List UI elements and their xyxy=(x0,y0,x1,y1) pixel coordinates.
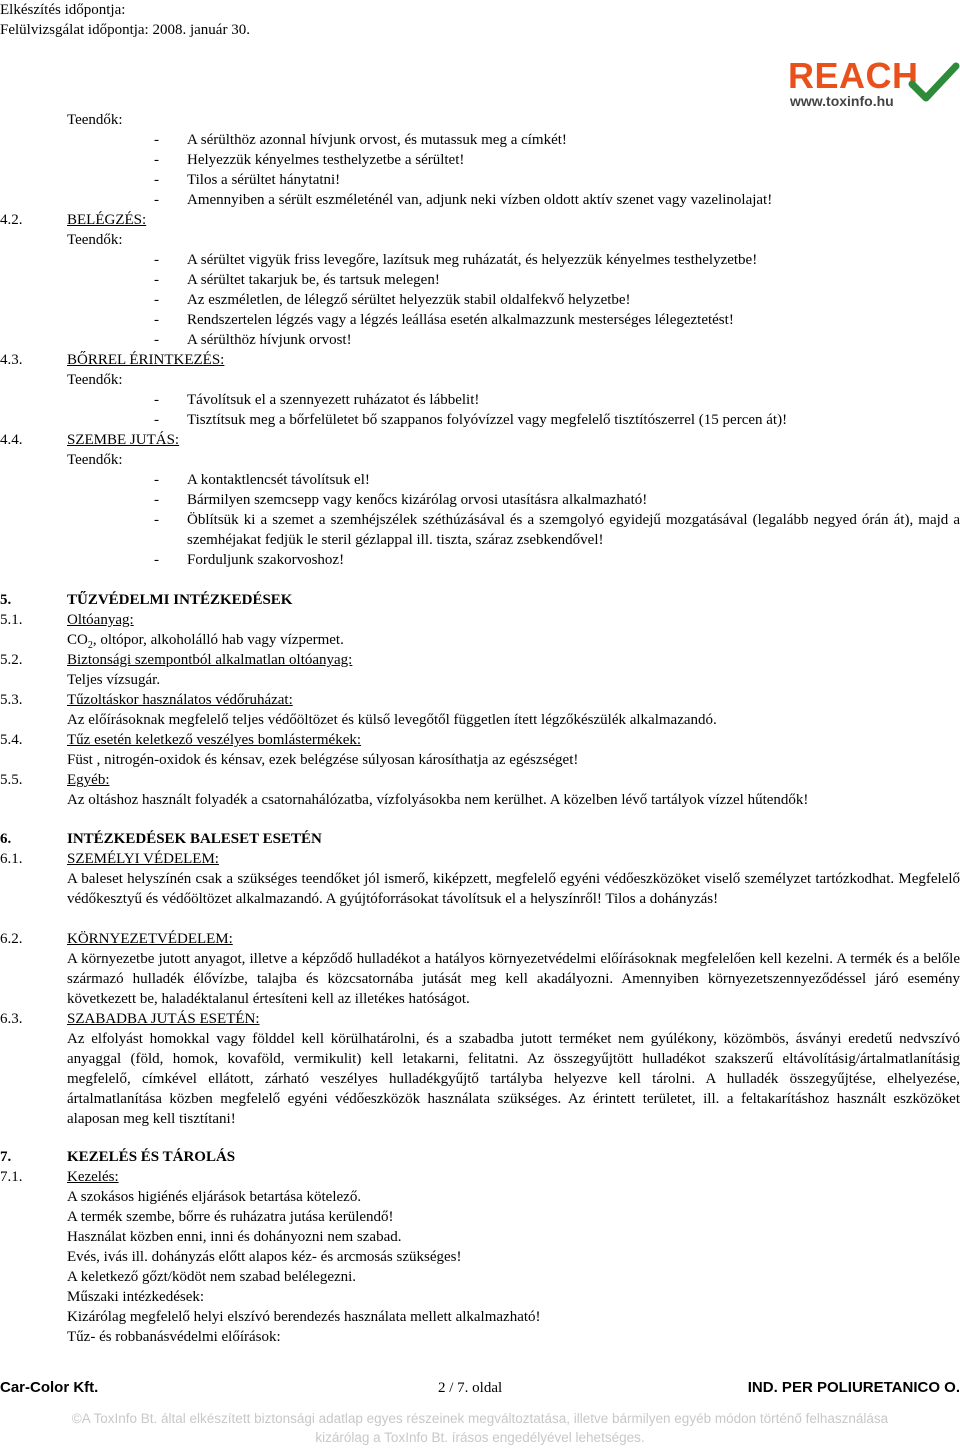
section-title: KÖRNYEZETVÉDELEM: xyxy=(67,931,233,947)
chapter-title: INTÉZKEDÉSEK BALESET ESETÉN xyxy=(67,831,322,847)
bullet-dash: - xyxy=(154,392,159,408)
section-number: 5.4. xyxy=(0,732,23,748)
section-number: 4.3. xyxy=(0,352,23,368)
section-number: 4.4. xyxy=(0,432,23,448)
checkmark-icon xyxy=(908,62,960,106)
section-title: Tűzoltáskor használatos védőruházat: xyxy=(67,692,293,708)
product-name: IND. PER POLIURETANICO O. xyxy=(747,1379,960,1396)
section-title: SZEMÉLYI VÉDELEM: xyxy=(67,851,219,867)
section-text: Teljes vízsugár. xyxy=(67,672,161,688)
section-text: A baleset helyszínén csak a szükséges teendőket jól ismerő, kiképzett, megfelelő egyéni védőeszközöket viselő személyzet tartózkodhat. Megfelelő védőkesztyű és védőöltözet alkalmazandó. A gyújtóforrásokat távolítsuk el a helyszínről! Tilos a dohányzás! xyxy=(67,871,960,907)
page-number: 2 / 7. oldal xyxy=(438,1380,503,1396)
section-text: Az oltáshoz használt folyadék a csatornahálózatba, vízfolyásokba nem kerülhet. A közelben lévő tartályok vízzel hűtendők! xyxy=(67,792,809,808)
section-title: Tűz esetén keletkező veszélyes bomlástermékek: xyxy=(67,732,362,748)
bullet-dash: - xyxy=(154,332,159,348)
section-title: Biztonsági szempontból alkalmatlan oltóanyag: xyxy=(67,652,353,668)
section-text: Füst , nitrogén-oxidok és kénsav, ezek belégzése súlyosan károsíthatja az egészséget! xyxy=(67,752,579,768)
reach-logo xyxy=(788,55,960,114)
list-item: A sérülthöz azonnal hívjunk orvost, és mutassuk meg a címkét! xyxy=(187,132,567,148)
handling-line: Evés, ivás ill. dohányzás előtt alapos kéz- és arcmosás szükséges! xyxy=(67,1249,462,1265)
chapter-number: 5. xyxy=(0,592,12,608)
logo-url: www.toxinfo.hu xyxy=(790,93,894,109)
handling-line: A termék szembe, bőrre és ruházatra jutása kerülendő! xyxy=(67,1209,394,1225)
todo-label: Teendők: xyxy=(67,372,123,388)
section-title: BELÉGZÉS: xyxy=(67,212,147,228)
section-number: 5.5. xyxy=(0,772,23,788)
page-footer xyxy=(0,1378,960,1400)
copyright-line: kizárólag a ToxInfo Bt. írásos engedélyével lehetséges. xyxy=(315,1430,645,1445)
bullet-dash: - xyxy=(154,292,159,308)
list-item: Tilos a sérültet hánytatni! xyxy=(187,172,341,188)
section-text: Az elfolyást homokkal vagy földdel kell körülhatárolni, és a szabadba jutott terméket nem gyúlékony, közömbös, ásványi eredetű nedvszívó anyaggal (föld, homok, kovaföld, vermikulit) kell letakarni, felitatni. Az összegyűjtött hulladékot szakszerű eltávolításig/ártalmatlanításig megfelelő, címkével ellátott, zárható veszélyes hulladékgyűjtő tartályba helyezve kell tárolni. A hulladék összegyűjtése, elhelyezése, ártalmatlanítása közben megfelelő egyéni védőeszközök használata szükséges. Az érintett területet, ill. a feltakarításhoz használt eszközöket alaposan meg kell tisztítani! xyxy=(67,1031,960,1127)
todo-label: Teendők: xyxy=(67,232,123,248)
section-title: Egyéb: xyxy=(67,772,110,788)
section-title: SZEMBE JUTÁS: xyxy=(67,432,180,448)
list-item: Forduljunk szakorvoshoz! xyxy=(187,552,345,568)
document-header xyxy=(0,0,250,40)
section-number: 6.1. xyxy=(0,851,23,867)
chapter-number: 6. xyxy=(0,831,12,847)
list-item: Tisztítsuk meg a bőrfelületet bő szappanos folyóvízzel vagy megfelelő tisztítószerrel (15 percen át)! xyxy=(187,412,788,428)
bullet-dash: - xyxy=(154,132,159,148)
handling-line: Műszaki intézkedések: xyxy=(67,1289,205,1305)
bullet-dash: - xyxy=(154,192,159,208)
section-number: 7.1. xyxy=(0,1169,23,1185)
section-number: 6.2. xyxy=(0,931,23,947)
list-item: A kontaktlencsét távolítsuk el! xyxy=(187,472,370,488)
section-text: $CO_2$, oltópor, alkoholálló hab vagy vízpermet. xyxy=(67,632,344,651)
handling-line: A keletkező gőzt/ködöt nem szabad belélegezni. xyxy=(67,1269,357,1285)
logo-brand-text: REACH xyxy=(788,55,919,96)
chapter-title: KEZELÉS ÉS TÁROLÁS xyxy=(67,1149,236,1165)
list-item: Bármilyen szemcsepp vagy kenőcs kizárólag orvosi utasításra alkalmazható! xyxy=(187,492,648,508)
company-name: Car-Color Kft. xyxy=(0,1379,99,1396)
section-text: Az előírásoknak megfelelő teljes védőöltözet és külső levegőtől független ített légzőkészülék alkalmazandó. xyxy=(67,712,717,728)
section-title: SZABADBA JUTÁS ESETÉN: xyxy=(67,1011,260,1027)
list-item: Rendszertelen légzés vagy a légzés leállása esetén alkalmazzunk mesterséges lélegeztetést! xyxy=(187,312,734,328)
section-number: 4.2. xyxy=(0,212,23,228)
handling-line: Kizárólag megfelelő helyi elszívó berendezés használata mellett alkalmazható! xyxy=(67,1309,541,1325)
section-title: BŐRREL ÉRINTKEZÉS: xyxy=(67,352,225,368)
section-text: A környezetbe jutott anyagot, illetve a képződő hulladékot a hatályos környezetvédelmi előírásoknak megfelelően kell kezelni. A termék és a belőle származó hulladék élővízbe, talajba és közcsatornába jutását meg kell akadályozni. Amennyiben környezetszennyeződéssel járó esemény következett be, haladéktalanul értesíteni kell az illetékes hatóságot. xyxy=(67,951,960,1007)
section-number: 6.3. xyxy=(0,1011,23,1027)
bullet-dash: - xyxy=(154,252,159,268)
list-item: A sérülthöz hívjunk orvost! xyxy=(187,332,352,348)
bullet-dash: - xyxy=(154,552,159,568)
section-number: 5.1. xyxy=(0,612,23,628)
todo-label: Teendők: xyxy=(67,452,123,468)
todo-label: Teendők: xyxy=(67,112,123,128)
handling-line: Tűz- és robbanásvédelmi előírások: xyxy=(67,1329,281,1345)
section-title: Oltóanyag: xyxy=(67,612,134,628)
bullet-dash: - xyxy=(154,172,159,188)
prepared-date-label: Elkészítés időpontja: xyxy=(0,2,126,18)
bullet-dash: - xyxy=(154,492,159,508)
bullet-dash: - xyxy=(154,472,159,488)
section-number: 5.2. xyxy=(0,652,23,668)
list-item: Helyezzük kényelmes testhelyzetbe a sérültet! xyxy=(187,152,465,168)
revision-date-label: Felülvizsgálat időpontja: 2008. január 30. xyxy=(0,22,250,38)
list-item: Amennyiben a sérült eszméleténél van, adjunk neki vízben oldott aktív szenet vagy vazelinolajat! xyxy=(187,192,773,208)
bullet-dash: - xyxy=(154,272,159,288)
list-item: A sérültet vigyük friss levegőre, lazítsuk meg ruházatát, és helyezzük kényelmes testhelyzetbe! xyxy=(187,252,758,268)
list-item: A sérültet takarjuk be, és tartsuk melegen! xyxy=(187,272,440,288)
list-item: Távolítsuk el a szennyezett ruházatot és lábbelit! xyxy=(187,392,480,408)
bullet-dash: - xyxy=(154,512,159,528)
chapter-number: 7. xyxy=(0,1149,12,1165)
bullet-dash: - xyxy=(154,312,159,328)
handling-line: A szokásos higiénés eljárások betartása kötelező. xyxy=(67,1189,362,1205)
section-number: 5.3. xyxy=(0,692,23,708)
chapter-title: TŰZVÉDELMI INTÉZKEDÉSEK xyxy=(67,592,293,608)
handling-line: Használat közben enni, inni és dohányozni nem szabad. xyxy=(67,1229,402,1245)
section-title: Kezelés: xyxy=(67,1169,119,1185)
copyright-line: ©A ToxInfo Bt. által elkészített biztonsági adatlap egyes részeinek megváltoztatása, illetve bármilyen egyéb módon történő felhasználása xyxy=(71,1411,889,1426)
bullet-dash: - xyxy=(154,412,159,428)
list-item: Öblítsük ki a szemet a szemhéjszélek széthúzásával és a szemgolyó egyidejű mozgatásával (legalább negyed órán át), majd a szemhéjakat fedjük le steril gézlappal ill. tiszta, száraz zsebkendővel! xyxy=(187,512,960,548)
bullet-dash: - xyxy=(154,152,159,168)
list-item: Az eszméletlen, de lélegző sérültet helyezzük stabil oldalfekvő helyzetbe! xyxy=(187,292,631,308)
